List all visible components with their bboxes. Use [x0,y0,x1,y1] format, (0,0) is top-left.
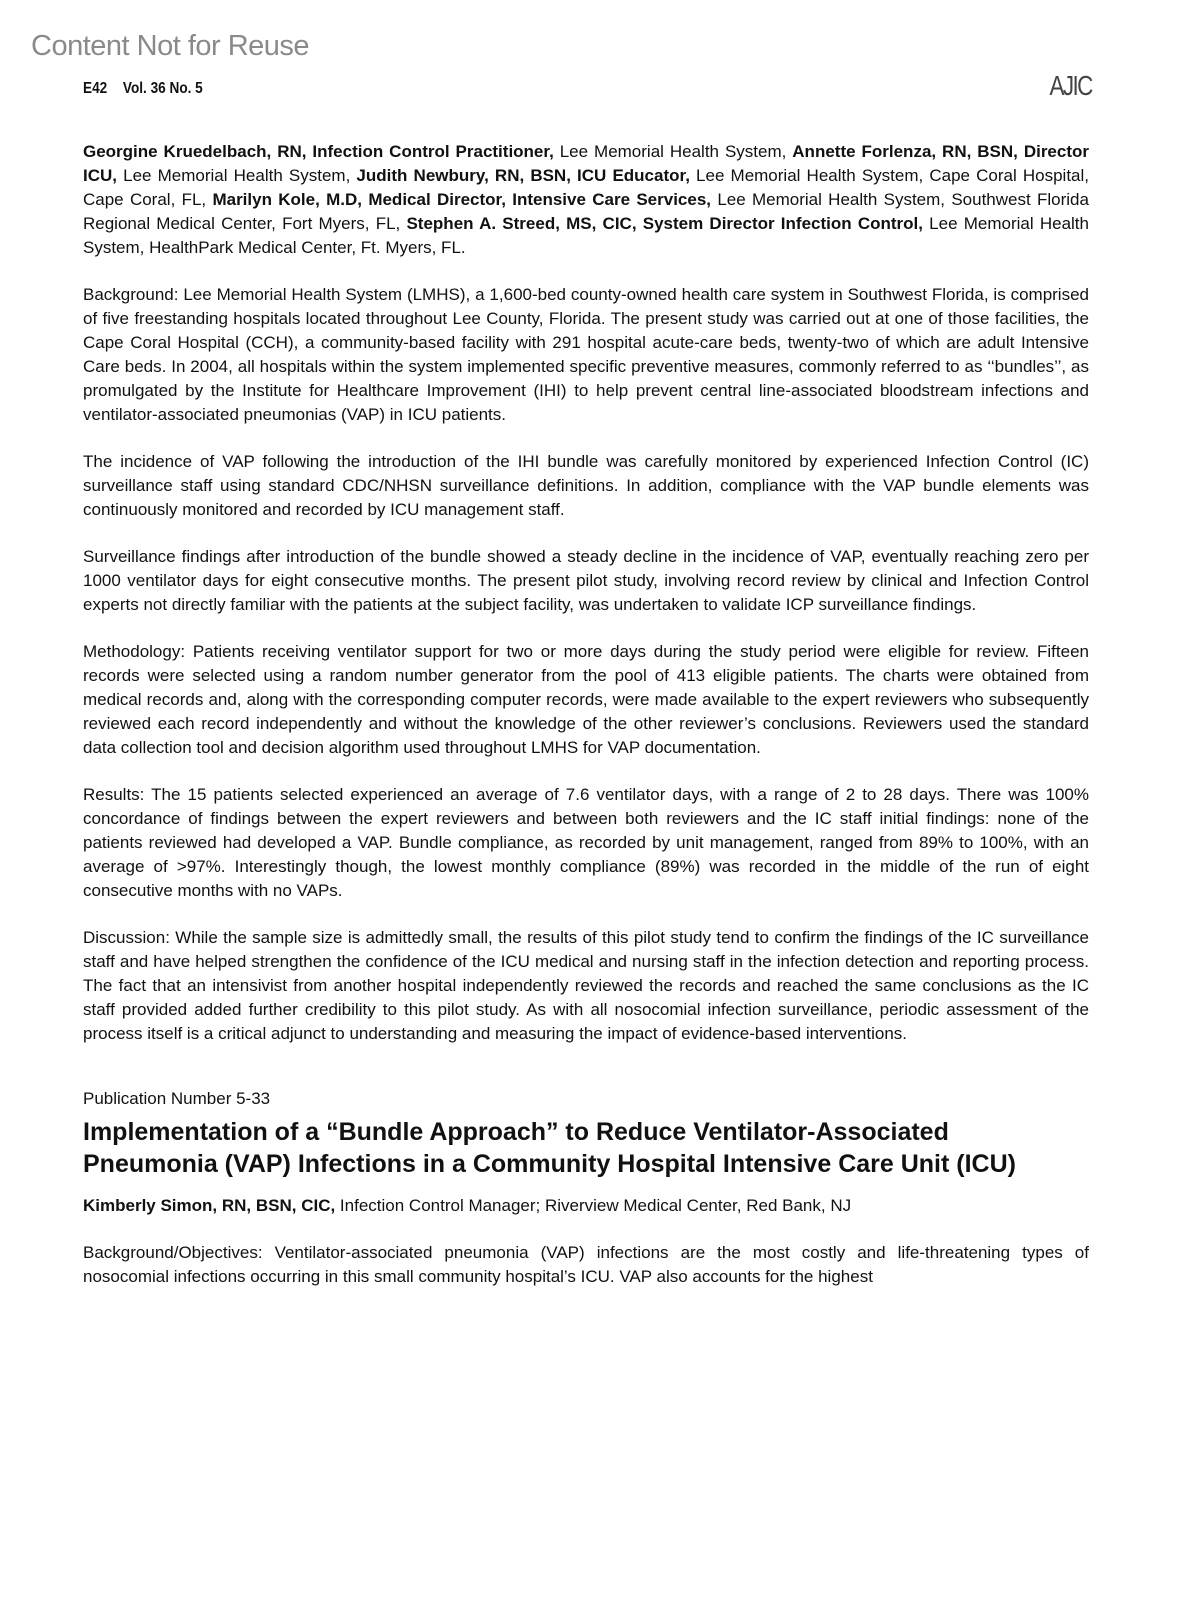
author-name: Kimberly Simon, RN, BSN, CIC, [83,1196,336,1215]
author-affiliation: Lee Memorial Health System, Cape Coral Hospital, Cape Coral, FL, [83,166,1089,209]
author-affiliation: Lee Memorial Health System, HealthPark Medical Center, Ft. Myers, FL. [83,214,1089,257]
running-header [83,80,215,98]
incidence-paragraph: The incidence of VAP following the introduction of the IHI bundle was carefully monitored by experienced Infection Control (IC) surveillance staff using standard CDC/NHSN surveillance definitions. In addition, compliance with the VAP bundle elements was continuously monitored and recorded by ICU management staff. [83,452,1089,519]
author-affiliation: Lee Memorial Health System, [553,142,793,161]
author-name: Annette Forlenza, RN, BSN, Director ICU, [83,142,1090,185]
author-list [83,140,1089,260]
author-name: Stephen A. Streed, MS, CIC, System Director Infection Control, [406,214,923,233]
author-name: Georgine Kruedelbach, RN, Infection Control Practitioner, [83,142,554,161]
journal-logo: AJIC [1049,70,1092,101]
publication-number: Publication Number 5-33 [83,1089,271,1108]
page-content [83,140,1089,1312]
methodology-paragraph: Methodology: Patients receiving ventilator support for two or more days during the study period were eligible for review. Fifteen records were selected using a random number generator from the pool of 413 eligible patients. The charts were obtained from medical records and, along with the corresponding computer records, were made available to the expert reviewers who subsequently reviewed each record independently and without the knowledge of the other reviewer’s conclusions. Reviewers used the standard data collection tool and decision algorithm used throughout LMHS for VAP documentation. [83,642,1089,757]
page-number: E42 [83,80,108,97]
author-affiliation: Lee Memorial Health System, Southwest Florida Regional Medical Center, Fort Myers, FL, [83,190,1089,233]
watermark: Content Not for Reuse [31,30,310,62]
author-affiliation: Lee Memorial Health System, [117,166,357,185]
author-affiliation: Infection Control Manager; Riverview Medical Center, Red Bank, NJ [335,1196,852,1215]
article-title: Implementation of a “Bundle Approach” to Reduce Ventilator-Associated Pneumonia (VAP) Infections in a Community Hospital Intensive Care Unit (ICU) [83,1118,1016,1178]
author-name: Judith Newbury, RN, BSN, ICU Educator, [356,166,690,185]
volume-issue: Vol. 36 No. 5 [122,80,203,97]
background-paragraph: Background: Lee Memorial Health System (LMHS), a 1,600-bed county-owned health care system in Southwest Florida, is comprised of five freestanding hospitals located throughout Lee County, Florida. The present study was carried out at one of those facilities, the Cape Coral Hospital (CCH), a community-based facility with 291 hospital acute-care beds, twenty-two of which are adult Intensive Care beds. In 2004, all hospitals within the system implemented specific preventive measures, commonly referred to as ‘‘bundles’’, as promulgated by the Institute for Healthcare Improvement (IHI) to help prevent central line-associated bloodstream infections and ventilator-associated pneumonias (VAP) in ICU patients. [83,285,1089,424]
results-paragraph: Results: The 15 patients selected experienced an average of 7.6 ventilator days, with a range of 2 to 28 days. There was 100% concordance of findings between the expert reviewers and between both reviewers and the IC staff initial findings: none of the patients reviewed had developed a VAP. Bundle compliance, as recorded by unit management, ranged from 89% to 100%, with an average of >97%. Interestingly though, the lowest monthly compliance (89%) was recorded in the middle of the run of eight consecutive months with no VAPs. [83,785,1089,900]
discussion-paragraph: Discussion: While the sample size is admittedly small, the results of this pilot study tend to confirm the findings of the IC surveillance staff and have helped strengthen the confidence of the ICU medical and nursing staff in the infection detection and reporting process. The fact that an intensivist from another hospital independently reviewed the records and reached the same conclusions as the IC staff provided added further credibility to this pilot study. As with all nosocomial infection surveillance, periodic assessment of the process itself is a critical adjunct to understanding and measuring the impact of evidence-based interventions. [83,928,1089,1043]
background-objectives-paragraph: Background/Objectives: Ventilator-associated pneumonia (VAP) infections are the most costly and life-threatening types of nosocomial infections occurring in this small community hospital’s ICU. VAP also accounts for the highest [83,1243,1089,1286]
surveillance-paragraph: Surveillance findings after introduction of the bundle showed a steady decline in the incidence of VAP, eventually reaching zero per 1000 ventilator days for eight consecutive months. The present pilot study, involving record review by clinical and Infection Control experts not directly familiar with the patients at the subject facility, was undertaken to validate ICP surveillance findings. [83,547,1089,614]
author-list [83,1194,1089,1218]
author-name: Marilyn Kole, M.D, Medical Director, Intensive Care Services, [212,190,712,209]
